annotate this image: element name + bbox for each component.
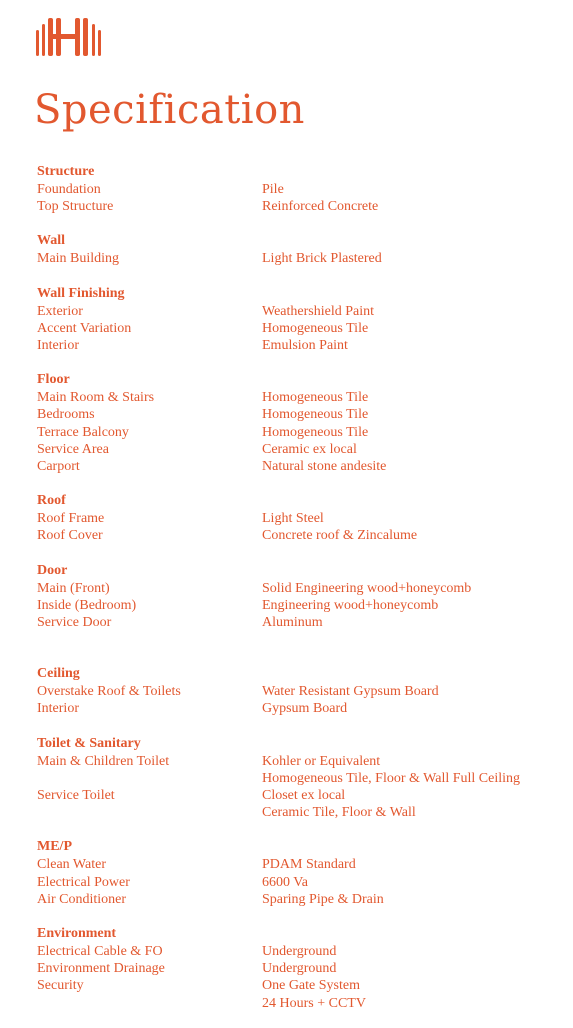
spec-value-line: Sparing Pipe & Drain (262, 891, 384, 907)
spec-item-label: Main & Children Toilet (37, 753, 170, 769)
section-title: Wall (37, 233, 66, 249)
spec-value-line: Light Brick Plastered (262, 251, 382, 267)
spec-section (37, 231, 567, 267)
spec-row (37, 787, 567, 821)
spec-row (37, 424, 567, 441)
spec-item-label: Exterior (37, 303, 83, 319)
spec-item-value (262, 614, 567, 631)
spec-section (37, 370, 567, 475)
spec-value-line: Weathershield Paint (262, 303, 375, 319)
spec-value-line: Ceramic ex local (262, 441, 357, 457)
spec-value-line: Homogeneous Tile (262, 424, 369, 440)
spec-item-value (262, 700, 567, 717)
spec-row (37, 458, 567, 475)
spec-row (37, 198, 567, 215)
spec-row (37, 856, 567, 873)
spec-value-line: Light Steel (262, 511, 324, 527)
spec-row (37, 874, 567, 891)
spec-section (37, 837, 567, 908)
spec-row (37, 320, 567, 337)
spec-item-value (262, 424, 567, 441)
spec-item-value (262, 406, 567, 423)
spec-item-label: Main (Front) (37, 580, 110, 596)
spec-item-label: Clean Water (37, 857, 106, 873)
spec-item-value (262, 683, 567, 700)
spec-item-value (262, 943, 567, 960)
spec-value-line: Closet ex local (262, 788, 346, 804)
spec-value-line: Gypsum Board (262, 701, 348, 717)
spec-item-label: Roof Frame (37, 511, 105, 527)
specification-list (37, 162, 567, 1028)
spec-row (37, 700, 567, 717)
spec-row (37, 389, 567, 406)
spec-item-label: Inside (Bedroom) (37, 597, 137, 613)
spec-row (37, 337, 567, 354)
spec-value-line: Underground (262, 961, 337, 977)
section-title: Door (37, 562, 68, 578)
spec-item-label: Service Toilet (37, 788, 115, 804)
spec-item-label: Electrical Cable & FO (37, 944, 163, 960)
section-title: Floor (37, 372, 70, 388)
spec-value-line: Pile (262, 182, 284, 197)
spec-item-label: Foundation (37, 182, 101, 197)
spec-item-value (262, 787, 567, 821)
spec-item-label: Bedrooms (37, 407, 95, 423)
spec-value-line: PDAM Standard (262, 857, 356, 873)
spec-row (37, 753, 567, 787)
spec-value-line: Homogeneous Tile (262, 407, 369, 423)
spec-row (37, 580, 567, 597)
section-title: Roof (37, 493, 66, 509)
spec-value-line: 6600 Va (262, 874, 309, 890)
spec-item-value (262, 181, 567, 198)
spec-row (37, 303, 567, 320)
spec-item-label: Terrace Balcony (37, 424, 129, 440)
spec-value-line: Concrete roof & Zincalume (262, 528, 418, 544)
spec-item-label: Security (37, 978, 84, 994)
spec-item-value (262, 441, 567, 458)
spec-item-value (262, 874, 567, 891)
spec-row (37, 441, 567, 458)
spec-item-value (262, 458, 567, 475)
spec-section (37, 664, 567, 717)
section-title: ME/P (37, 839, 72, 855)
spec-item-label: Overstake Roof & Toilets (37, 684, 181, 700)
spec-item-label: Interior (37, 338, 79, 354)
spec-value-line: Aluminum (262, 615, 323, 631)
spec-item-label: Service Door (37, 615, 112, 631)
spec-row (37, 510, 567, 527)
spec-item-label: Top Structure (37, 199, 114, 215)
spec-value-line: Reinforced Concrete (262, 199, 379, 215)
spec-value-line: 24 Hours + CCTV (262, 995, 366, 1011)
spec-item-value (262, 303, 567, 320)
spec-item-value (262, 510, 567, 527)
spec-item-value (262, 856, 567, 873)
spec-section (37, 491, 567, 544)
spec-item-value (262, 597, 567, 614)
spec-value-line: Underground (262, 944, 337, 960)
spec-item-value (262, 753, 567, 787)
section-title: Toilet & Sanitary (37, 735, 141, 751)
spec-row (37, 683, 567, 700)
page-title: Specification (34, 87, 305, 133)
spec-item-value (262, 527, 567, 544)
spec-item-label: Carport (37, 459, 80, 475)
spec-section (37, 162, 567, 215)
spec-value-line: One Gate System (262, 978, 360, 994)
spec-item-value (262, 389, 567, 406)
spec-item-label: Main Room & Stairs (37, 390, 155, 406)
section-title: Structure (37, 164, 95, 179)
spec-item-label: Electrical Power (37, 874, 130, 890)
spec-row (37, 527, 567, 544)
spec-row (37, 891, 567, 908)
spec-value-line: Natural stone andesite (262, 459, 387, 475)
spec-item-value (262, 580, 567, 597)
section-title: Wall Finishing (37, 285, 125, 301)
spec-row (37, 977, 567, 1011)
spec-value-line: Ceramic Tile, Floor & Wall (262, 805, 416, 821)
spec-item-label: Air Conditioner (37, 891, 127, 907)
spec-item-label: Accent Variation (37, 320, 132, 336)
spec-row (37, 960, 567, 977)
section-title: Ceiling (37, 666, 80, 682)
spec-item-label: Roof Cover (37, 528, 103, 544)
brand-logo-icon (36, 16, 120, 60)
spec-value-line: Homogeneous Tile (262, 390, 369, 406)
spec-item-value (262, 320, 567, 337)
spec-item-value (262, 198, 567, 215)
spec-row (37, 181, 567, 198)
spec-row (37, 614, 567, 631)
spec-item-value (262, 960, 567, 977)
spec-item-value (262, 977, 567, 1011)
spec-item-label: Environment Drainage (37, 961, 165, 977)
spec-item-value (262, 891, 567, 908)
spec-value-line: Homogeneous Tile, Floor & Wall Full Ceiling (262, 770, 521, 786)
spec-value-line: Solid Engineering wood+honeycomb (262, 580, 472, 596)
spec-value-line: Kohler or Equivalent (262, 753, 381, 769)
spec-value-line: Emulsion Paint (262, 338, 348, 354)
spec-item-value (262, 250, 567, 267)
spec-row (37, 406, 567, 423)
spec-section (37, 734, 567, 822)
spec-row (37, 597, 567, 614)
section-title: Environment (37, 926, 117, 942)
spec-value-line: Water Resistant Gypsum Board (262, 684, 439, 700)
spec-value-line: Homogeneous Tile (262, 320, 369, 336)
spec-item-label: Main Building (37, 251, 120, 267)
spec-item-label: Interior (37, 701, 79, 717)
spec-row (37, 943, 567, 960)
spec-item-label: Service Area (37, 441, 109, 457)
spec-section (37, 561, 567, 632)
spec-value-line: Engineering wood+honeycomb (262, 597, 439, 613)
spec-section (37, 284, 567, 355)
spec-section (37, 924, 567, 1012)
spec-item-value (262, 337, 567, 354)
spec-row (37, 250, 567, 267)
